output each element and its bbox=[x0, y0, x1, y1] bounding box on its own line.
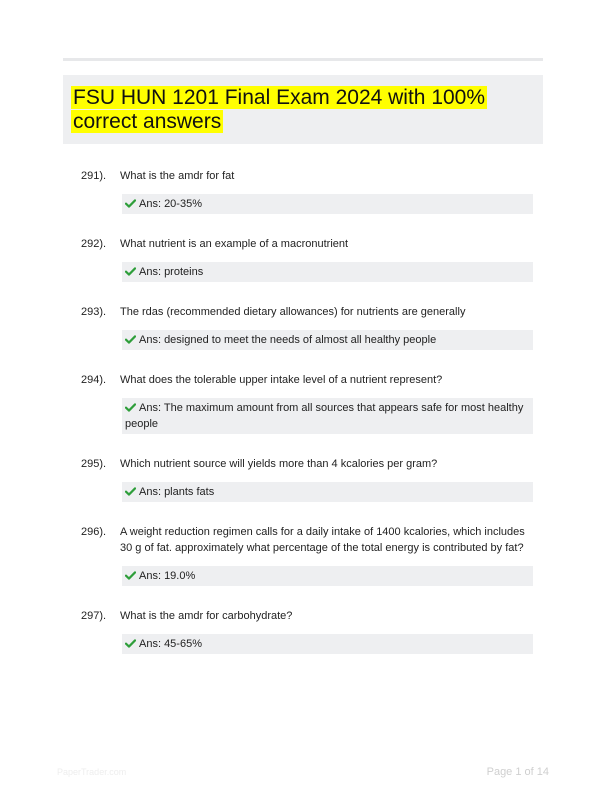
check-icon bbox=[125, 487, 136, 496]
answer-text: Ans: proteins bbox=[139, 266, 204, 278]
answer-box bbox=[122, 262, 533, 282]
question-text: A weight reduction regimen calls for a daily intake of 1400 kcalories, which includes 30 g of fat. approximately what percentage of the total energy is contributed by fat? bbox=[120, 526, 525, 554]
check-icon bbox=[125, 335, 136, 344]
page-title bbox=[71, 86, 491, 134]
footer-watermark: PaperTrader.com bbox=[57, 767, 127, 777]
top-divider bbox=[63, 58, 543, 61]
question-text: What does the tolerable upper intake level of a nutrient represent? bbox=[120, 374, 443, 386]
answer-box bbox=[122, 634, 533, 654]
check-icon bbox=[125, 571, 136, 580]
check-icon bbox=[125, 639, 136, 648]
page-title-text: FSU HUN 1201 Final Exam 2024 with 100% correct answers bbox=[73, 86, 486, 133]
check-icon bbox=[125, 267, 136, 276]
answer-box bbox=[122, 482, 533, 502]
answer-box bbox=[122, 566, 533, 586]
check-icon bbox=[125, 403, 136, 412]
answer-text: Ans: designed to meet the needs of almost all healthy people bbox=[139, 334, 437, 346]
question-number: 295). bbox=[81, 458, 107, 470]
question-number: 294). bbox=[81, 374, 107, 386]
question-number: 292). bbox=[81, 238, 107, 250]
answer-text: Ans: plants fats bbox=[139, 486, 215, 498]
answer-box bbox=[122, 398, 533, 434]
question-number: 297). bbox=[81, 610, 107, 622]
answer-box bbox=[122, 194, 533, 214]
answer-box bbox=[122, 330, 533, 350]
question-text: What nutrient is an example of a macronutrient bbox=[120, 238, 349, 250]
answer-text: Ans: 19.0% bbox=[139, 570, 196, 582]
check-icon bbox=[125, 199, 136, 208]
answer-text: Ans: 20-35% bbox=[139, 198, 202, 210]
page-indicator: Page 1 of 14 bbox=[486, 766, 549, 778]
question-number: 293). bbox=[81, 306, 107, 318]
question-number: 296). bbox=[81, 526, 107, 538]
question-text: What is the amdr for fat bbox=[120, 170, 235, 182]
question-number: 291). bbox=[81, 170, 107, 182]
question-text: Which nutrient source will yields more than 4 kcalories per gram? bbox=[120, 458, 438, 470]
question-text: The rdas (recommended dietary allowances) for nutrients are generally bbox=[120, 306, 466, 318]
question-text: What is the amdr for carbohydrate? bbox=[120, 610, 293, 622]
answer-text: Ans: 45-65% bbox=[139, 638, 202, 650]
answer-text: Ans: The maximum amount from all sources that appears safe for most healthy people bbox=[125, 402, 524, 430]
